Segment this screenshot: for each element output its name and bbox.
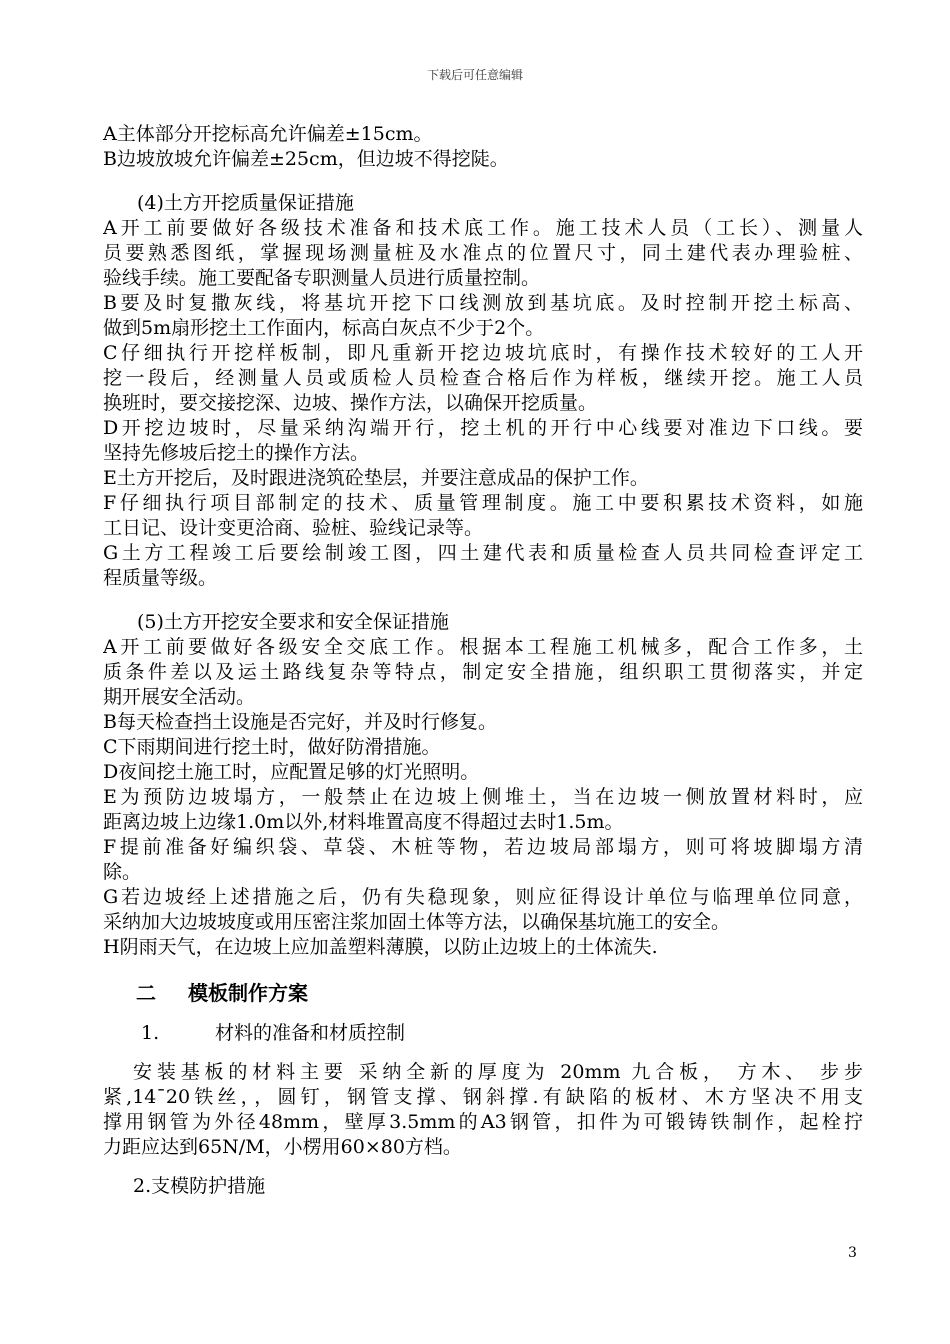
text-line: 挖一段后，经测量人员或质检人员检查合格后作为样板，继续开挖。施工人员 xyxy=(103,367,863,389)
text-line: 紧,14ˉ20铁丝，，圆钉，钢管支撑、钢斜撑.有缺陷的板材、木方坚决不用支 xyxy=(103,1086,863,1108)
text-line: 撑用钢管为外径48mm，壁厚3.5mm的A3钢管，扣件为可锻铸铁制作，起栓拧 xyxy=(103,1111,863,1133)
section-5-title: (5)土方开挖安全要求和安全保证措施 xyxy=(137,611,449,633)
text-line: 除。 xyxy=(103,861,142,883)
subsection-heading xyxy=(103,1021,863,1046)
page-header: 下载后可任意编辑 xyxy=(426,68,523,82)
text-line: 力距应达到65N/M，小楞用60×80方档。 xyxy=(103,1136,462,1158)
text-line: 员要熟悉图纸，掌握现场测量桩及水准点的位置尺寸，同土建代表办理验桩、 xyxy=(103,242,863,264)
text-line: B要及时复撒灰线，将基坑开挖下口线测放到基坑底。及时控制开挖土标高、 xyxy=(103,292,863,314)
text-line: C仔细执行开挖样板制，即凡重新开挖边坡坑底时，有操作技术较好的工人开 xyxy=(103,342,863,364)
text-line: G土方工程竣工后要绘制竣工图，四土建代表和质量检查人员共同检查评定工 xyxy=(103,542,863,564)
text-line: 质条件差以及运土路线复杂等特点，制定安全措施，组织职工贯彻落实，并定 xyxy=(103,661,863,683)
text-line: 换班时，要交接挖深、边坡、操作方法，以确保开挖质量。 xyxy=(103,392,598,414)
text-line: 距离边坡上边缘1.0m以外,材料堆置高度不得超过去时1.5m。 xyxy=(103,811,624,833)
text-line: D夜间挖土施工时，应配置足够的灯光照明。 xyxy=(103,761,480,783)
section-5-body xyxy=(103,635,863,960)
page-number: 3 xyxy=(848,1245,857,1261)
text-line: 程质量等级。 xyxy=(103,567,218,589)
text-line: B每天检查挡土设施是否完好，并及时行修复。 xyxy=(103,711,497,733)
text-line: E为预防边坡塌方，一般禁止在边坡上侧堆土，当在边坡一侧放置材料时，应 xyxy=(103,786,863,808)
text-line: G若边坡经上述措施之后，仍有失稳现象，则应征得设计单位与临理单位同意， xyxy=(103,886,863,908)
text-line: A主体部分开挖标高允许偏差±15cm。 xyxy=(103,123,433,145)
text-line: 工日记、设计变更洽商、验桩、验线记录等。 xyxy=(103,517,484,539)
document-body xyxy=(103,122,863,1199)
section-title: 模板制作方案 xyxy=(188,981,308,1005)
text-line: A开工前要做好各级技术准备和技术底工作。施工技术人员（工长）、测量人 xyxy=(103,217,863,239)
text-line: 期开展安全活动。 xyxy=(103,686,256,708)
text-line: 坚持先修坡后挖土的操作方法。 xyxy=(103,442,370,464)
text-line: 安装基板的材料主要 采纳全新的厚度为 20mm 九合板， 方木、 步步 xyxy=(133,1061,863,1083)
section-4-body xyxy=(103,216,863,591)
text-line: B边坡放坡允许偏差±25cm，但边坡不得挖陡。 xyxy=(103,148,509,170)
text-line: D开挖边坡时，尽量采纳沟端开行，挖土机的开行中心线要对准边下口线。要 xyxy=(103,417,863,439)
section-number: 二 xyxy=(136,981,156,1005)
text-line: C下雨期间进行挖土时，做好防滑措施。 xyxy=(103,736,441,758)
subsection-number: 1. xyxy=(141,1022,160,1044)
text-line: H阴雨天气，在边坡上应加盖塑料薄膜，以防止边坡上的土体流失. xyxy=(103,936,658,958)
text-line: E土方开挖后，及时跟进浇筑砼垫层，并要注意成品的保护工作。 xyxy=(103,467,649,489)
text-line: A开工前要做好各级安全交底工作。根据本工程施工机械多，配合工作多，土 xyxy=(103,636,863,658)
text-line: 采纳加大边坡坡度或用压密注浆加固土体等方法，以确保基坑施工的安全。 xyxy=(103,911,731,933)
text-line: 验线手续。施工要配备专职测量人员进行质量控制。 xyxy=(103,267,541,289)
section-heading xyxy=(103,979,863,1007)
subsection-heading-2: 2.支模防护措施 xyxy=(133,1175,266,1197)
text-line: 做到5m扇形挖土工作面内，标高白灰点不少于2个。 xyxy=(103,317,545,339)
subsection-title: 材料的准备和材质控制 xyxy=(215,1022,406,1044)
section-4-title: (4)土方开挖质量保证措施 xyxy=(137,192,354,214)
text-line: F提前准备好编织袋、草袋、木桩等物，若边坡局部塌方，则可将坡脚塌方清 xyxy=(103,836,863,858)
text-line: F仔细执行项目部制定的技术、质量管理制度。施工中要积累技术资料，如施 xyxy=(103,492,863,514)
materials-paragraph xyxy=(103,1060,863,1160)
